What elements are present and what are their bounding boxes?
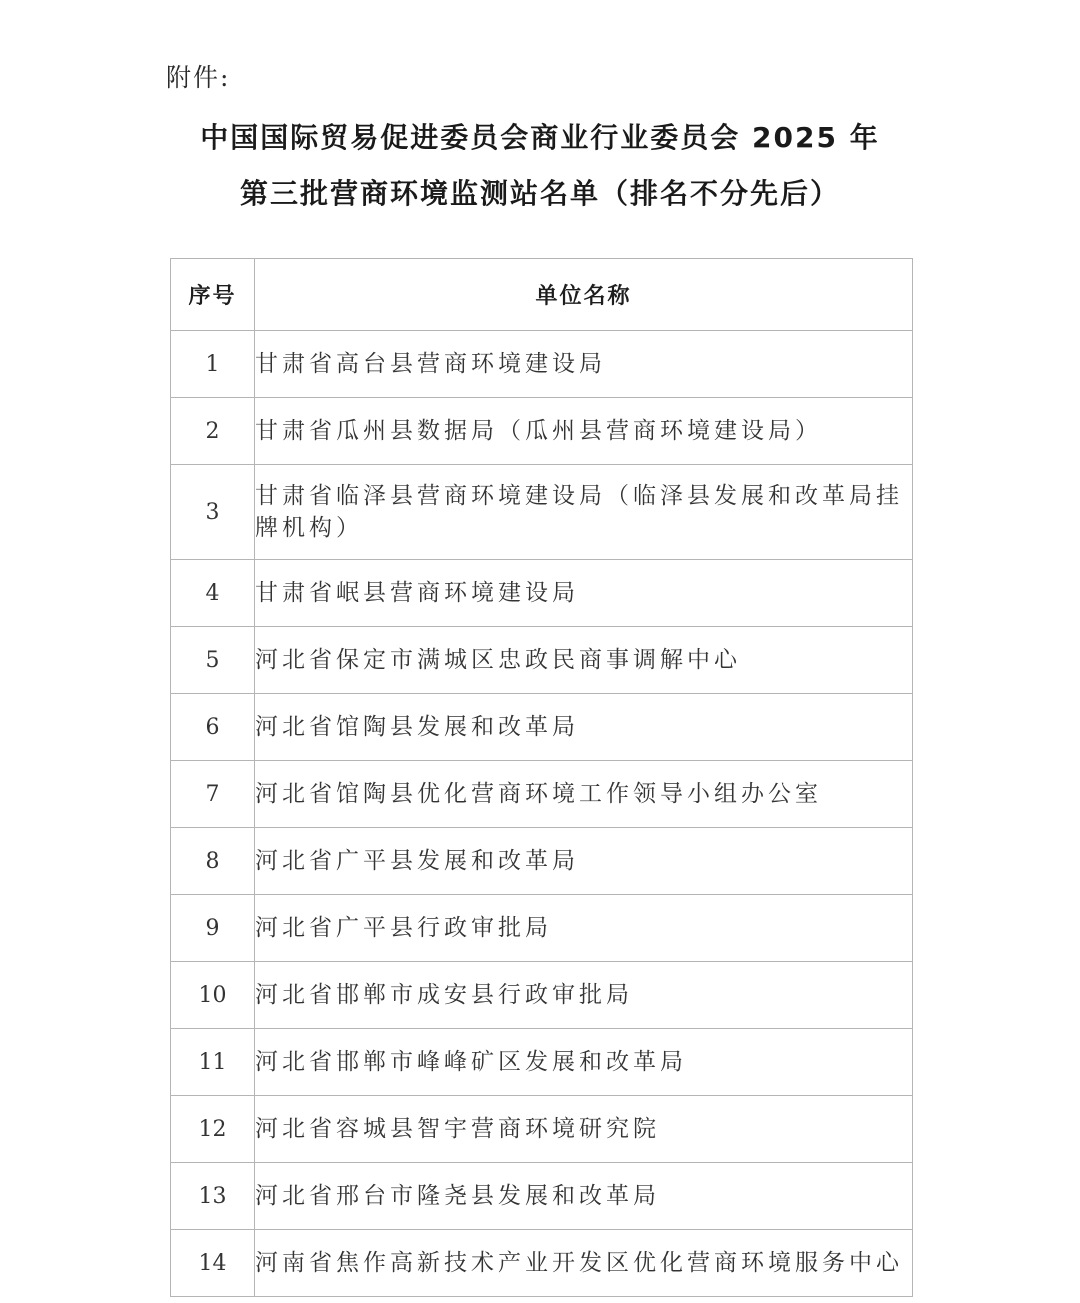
table-row xyxy=(171,761,913,828)
attachment-label: 附件: xyxy=(166,63,231,92)
table-row xyxy=(171,828,913,895)
table-header-row xyxy=(171,259,913,331)
row-number: 1 xyxy=(171,331,255,398)
unit-name: 河北省邯郸市成安县行政审批局 xyxy=(255,962,913,1029)
unit-name: 甘肃省临泽县营商环境建设局（临泽县发展和改革局挂牌机构） xyxy=(255,465,913,560)
row-number: 2 xyxy=(171,398,255,465)
table-row xyxy=(171,331,913,398)
unit-name: 河北省馆陶县发展和改革局 xyxy=(255,694,913,761)
table-row xyxy=(171,627,913,694)
row-number: 9 xyxy=(171,895,255,962)
row-number: 5 xyxy=(171,627,255,694)
row-number: 14 xyxy=(171,1230,255,1297)
row-number: 10 xyxy=(171,962,255,1029)
unit-name: 河南省焦作高新技术产业开发区优化营商环境服务中心 xyxy=(255,1230,913,1297)
unit-name: 河北省广平县行政审批局 xyxy=(255,895,913,962)
table-row xyxy=(171,694,913,761)
row-number: 4 xyxy=(171,560,255,627)
row-number: 11 xyxy=(171,1029,255,1096)
table-row xyxy=(171,962,913,1029)
unit-name: 甘肃省瓜州县数据局（瓜州县营商环境建设局） xyxy=(255,398,913,465)
row-number: 7 xyxy=(171,761,255,828)
table-row xyxy=(171,560,913,627)
document-title-line-2: 第三批营商环境监测站名单（排名不分先后） xyxy=(239,177,840,210)
column-header-unit-name: 单位名称 xyxy=(255,259,913,331)
row-number: 8 xyxy=(171,828,255,895)
unit-name: 河北省保定市满城区忠政民商事调解中心 xyxy=(255,627,913,694)
unit-name: 河北省广平县发展和改革局 xyxy=(255,828,913,895)
table-row xyxy=(171,1230,913,1297)
column-header-number: 序号 xyxy=(171,259,255,331)
table-row xyxy=(171,895,913,962)
unit-name: 河北省邯郸市峰峰矿区发展和改革局 xyxy=(255,1029,913,1096)
table-row xyxy=(171,398,913,465)
unit-name: 河北省馆陶县优化营商环境工作领导小组办公室 xyxy=(255,761,913,828)
row-number: 3 xyxy=(171,465,255,560)
table-row xyxy=(171,1029,913,1096)
monitoring-station-table xyxy=(170,258,913,1297)
table-row xyxy=(171,465,913,560)
row-number: 13 xyxy=(171,1163,255,1230)
table-row xyxy=(171,1163,913,1230)
row-number: 6 xyxy=(171,694,255,761)
unit-name: 甘肃省高台县营商环境建设局 xyxy=(255,331,913,398)
table-row xyxy=(171,1096,913,1163)
unit-name: 河北省邢台市隆尧县发展和改革局 xyxy=(255,1163,913,1230)
row-number: 12 xyxy=(171,1096,255,1163)
unit-name: 甘肃省岷县营商环境建设局 xyxy=(255,560,913,627)
unit-name: 河北省容城县智宇营商环境研究院 xyxy=(255,1096,913,1163)
document-title-line-1: 中国国际贸易促进委员会商业行业委员会 2025 年 xyxy=(200,121,880,154)
